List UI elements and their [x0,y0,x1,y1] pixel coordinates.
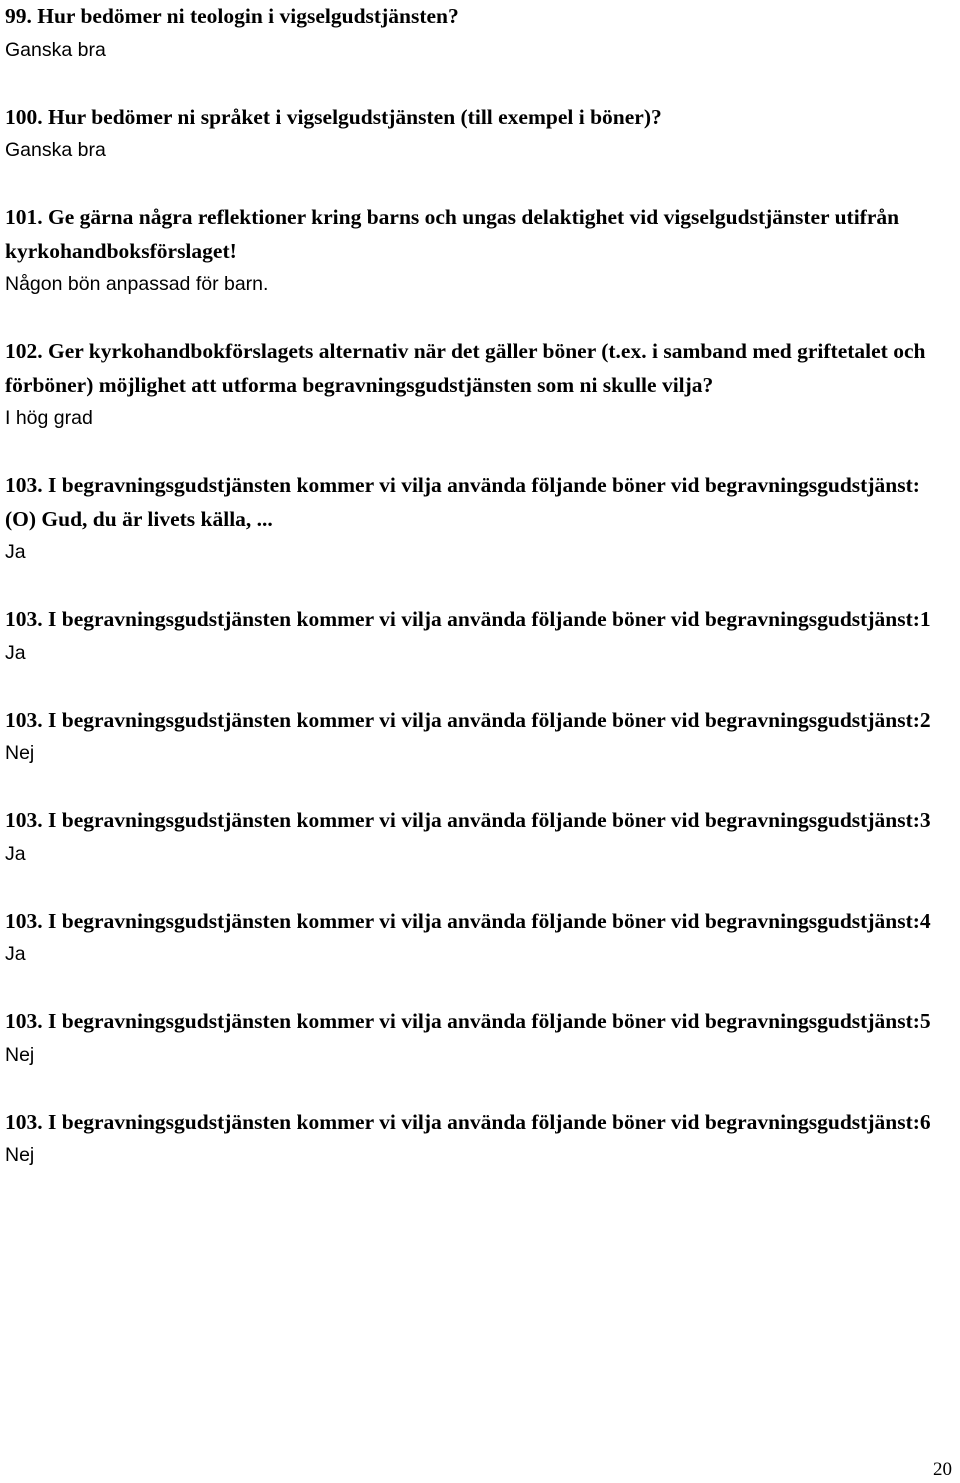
answer-text: I hög grad [5,407,93,429]
answer-text: Ja [5,943,26,965]
question-text: 103. I begravningsgudstjänsten kommer vi vilja använda följande böner vid begravningsgudstjänst:(O) Gud, du är livets källa, ... [5,473,920,531]
document-page [5,0,950,1173]
question-text: 103. I begravningsgudstjänsten kommer vi vilja använda följande böner vid begravningsgudstjänst:6 [5,1109,931,1134]
item-spacer [5,771,950,805]
survey-item [5,804,950,905]
question-text: 102. Ger kyrkohandbokförslagets alternativ när det gäller böner (t.ex. i samband med griftetalet och förböner) möjlighet att utforma begravningsgudstjänsten som ni skulle vilja? [5,339,926,397]
item-spacer [5,871,950,905]
question-text: 103. I begravningsgudstjänsten kommer vi vilja använda följande böner vid begravningsgudstjänst:1 [5,607,931,631]
survey-item [5,101,950,202]
survey-item [5,335,950,469]
item-spacer [5,1072,950,1106]
question-text: 103. I begravningsgudstjänsten kommer vi vilja använda följande böner vid begravningsgudstjänst:2 [5,707,931,732]
item-spacer [5,67,950,101]
item-spacer [5,670,950,704]
survey-item [5,1106,950,1173]
survey-item [5,1005,950,1106]
item-spacer [5,302,950,336]
survey-item [5,0,950,101]
answer-text: Ja [5,842,26,865]
answer-text: Nej [5,742,35,764]
question-text: 103. I begravningsgudstjänsten kommer vi vilja använda följande böner vid begravningsgudstjänst:4 [5,908,931,933]
item-spacer [5,436,950,470]
item-spacer [5,168,950,202]
answer-text: Någon bön anpassad för barn. [5,273,269,295]
question-text: 99. Hur bedömer ni teologin i vigselgudstjänsten? [5,4,459,28]
question-text: 100. Hur bedömer ni språket i vigselgudstjänsten (till exempel i böner)? [5,104,662,129]
answer-text: Ja [5,541,26,563]
item-spacer [5,570,950,604]
item-spacer [5,972,950,1006]
answer-text: Nej [5,1043,35,1066]
question-text: 103. I begravningsgudstjänsten kommer vi vilja använda följande böner vid begravningsgudstjänst:3 [5,808,931,832]
question-text: 101. Ge gärna några reflektioner kring barns och ungas delaktighet vid vigselgudstjänster utifrån kyrkohandboksförslaget! [5,205,900,263]
question-text: 103. I begravningsgudstjänsten kommer vi vilja använda följande böner vid begravningsgudstjänst:5 [5,1009,931,1033]
page-number: 20 [933,1459,952,1480]
survey-item [5,704,950,805]
answer-text: Ganska bra [5,38,106,61]
answer-text: Nej [5,1144,35,1166]
answer-text: Ja [5,641,26,664]
survey-item [5,905,950,1006]
answer-text: Ganska bra [5,139,106,161]
survey-item [5,201,950,335]
survey-item [5,603,950,704]
survey-item [5,469,950,603]
